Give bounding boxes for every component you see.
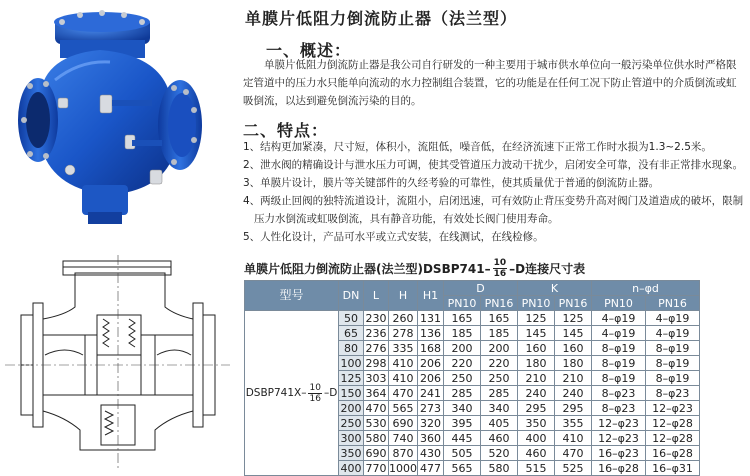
table-cell: 565	[389, 401, 418, 416]
table-cell: 460	[518, 446, 555, 461]
table-cell: 160	[555, 341, 592, 356]
table-cell: 295	[518, 401, 555, 416]
table-cell: 870	[389, 446, 418, 461]
table-cell: 8–φ23	[592, 386, 646, 401]
table-title	[244, 258, 585, 279]
table-cell: 400	[340, 461, 362, 475]
table-cell: 12–φ28	[646, 416, 700, 431]
table-cell: 12–φ23	[592, 431, 646, 446]
table-cell: 740	[389, 431, 418, 446]
table-cell: 460	[481, 431, 518, 446]
table-cell: 350	[518, 416, 555, 431]
table-cell: 165	[481, 311, 518, 326]
pressure-fraction	[493, 258, 508, 279]
table-cell: 12–φ28	[646, 431, 700, 446]
table-cell: 180	[555, 356, 592, 371]
table-cell: 200	[444, 341, 481, 356]
table-cell: 241	[418, 386, 444, 401]
table-cell: 276	[365, 341, 387, 355]
table-cell: 295	[555, 401, 592, 416]
table-cell: 131	[418, 311, 444, 326]
table-cell: 4–φ19	[592, 326, 646, 341]
table-cell: 125	[555, 311, 592, 326]
table-cell: 298	[365, 356, 387, 370]
table-cell: 8–φ23	[592, 401, 646, 416]
overview-text: 单膜片低阻力倒流防止器是我公司自行研发的一种主要用于城市供水单位向一般污染单位供水时严格限定管道中的压力水只能单向流动的水力控制组合装置，它的功能是在任何工况下防止管道中的介质倒流或虹吸倒流，以达到避免倒流污染的目的。	[243, 59, 737, 107]
table-cell: 285	[444, 386, 481, 401]
table-cell: 520	[481, 446, 518, 461]
table-cell: 200	[340, 401, 362, 415]
fraction-numerator: 10	[493, 258, 507, 268]
table-cell: 410	[555, 431, 592, 446]
table-cell: 430	[418, 446, 444, 461]
table-cell: 350	[340, 446, 362, 460]
table-cell: 168	[418, 341, 444, 356]
table-cell: 80	[339, 341, 364, 356]
table-cell: 65	[339, 326, 364, 341]
table-cell: 250	[340, 416, 362, 430]
table-cell: 690	[389, 416, 418, 431]
col-header-l: L	[364, 281, 389, 311]
table-cell: 50	[339, 311, 364, 326]
table-cell: 125	[340, 371, 362, 385]
dimension-table	[244, 280, 700, 476]
col-header-h: H	[389, 281, 418, 311]
table-cell: 100	[340, 356, 362, 370]
table-cell: 136	[418, 326, 444, 341]
table-cell: 410	[389, 356, 418, 371]
model-prefix: DSBP741X–	[245, 386, 307, 399]
table-cell: 165	[444, 311, 481, 326]
col-header-h1: H1	[418, 281, 444, 311]
table-cell: 160	[518, 341, 555, 356]
table-cell: 445	[444, 431, 481, 446]
valve-cross-section-drawing	[5, 255, 230, 470]
feature-item: 1、结构更加紧凑，尺寸短，体积小，流阻低，噪音低，在经济流速下正常工作时水损为1.3~2.5米。	[243, 141, 712, 153]
table-cell: 360	[418, 431, 444, 446]
table-cell: 477	[418, 461, 444, 476]
table-cell: 530	[365, 416, 387, 430]
table-cell: 470	[389, 386, 418, 401]
table-cell: 8–φ19	[592, 341, 646, 356]
table-cell: 220	[444, 356, 481, 371]
subheader-pn16: PN16	[481, 296, 518, 311]
table-cell: 8–φ19	[592, 371, 646, 386]
table-cell: 355	[555, 416, 592, 431]
table-cell: 340	[481, 401, 518, 416]
table-cell: 210	[555, 371, 592, 386]
table-cell: 260	[389, 311, 418, 326]
table-cell: 16–φ28	[592, 461, 646, 476]
table-cell: 210	[518, 371, 555, 386]
table-cell: 525	[555, 461, 592, 476]
table-cell: 395	[444, 416, 481, 431]
table-cell: 410	[389, 371, 418, 386]
table-cell: 240	[518, 386, 555, 401]
table-cell: 180	[518, 356, 555, 371]
table-cell: 8–φ19	[592, 356, 646, 371]
subheader-pn10: PN10	[444, 296, 481, 311]
table-cell: 250	[481, 371, 518, 386]
table-cell: 580	[481, 461, 518, 476]
model-fraction-numerator: 10	[309, 382, 321, 393]
table-cell: 300	[340, 431, 362, 445]
table-cell: 505	[444, 446, 481, 461]
table-title-suffix: –D连接尺寸表	[509, 262, 586, 276]
table-cell: 303	[365, 371, 387, 385]
col-header-n-d: n–φd	[592, 281, 700, 296]
valve-photo	[0, 0, 215, 235]
subheader-pn16: PN16	[555, 296, 592, 311]
fraction-denominator: 16	[493, 269, 507, 279]
subheader-pn10: PN10	[592, 296, 646, 311]
features-list	[243, 138, 748, 246]
table-cell: 16–φ28	[646, 446, 700, 461]
table-cell: 220	[481, 356, 518, 371]
table-cell: 145	[518, 326, 555, 341]
table-cell: 150	[340, 386, 362, 400]
table-cell: 4–φ19	[646, 326, 700, 341]
table-cell: 4–φ19	[646, 311, 700, 326]
feature-item: 3、单膜片设计，膜片等关键部件的久经考验的可靠性，使其质量优于普通的倒流防止器。	[243, 177, 660, 189]
model-cell	[245, 311, 339, 476]
table-cell: 4–φ19	[592, 311, 646, 326]
table-cell: 185	[481, 326, 518, 341]
table-cell: 8–φ19	[646, 371, 700, 386]
table-cell: 278	[389, 326, 418, 341]
section-overview-title: 一、概述：	[266, 41, 352, 60]
col-header-d: D	[444, 281, 518, 296]
table-cell: 470	[555, 446, 592, 461]
table-cell: 8–φ23	[646, 386, 700, 401]
table-cell: 515	[518, 461, 555, 476]
table-row	[245, 311, 700, 326]
model-fraction-denominator: 16	[309, 393, 321, 404]
table-cell: 12–φ23	[592, 416, 646, 431]
table-body	[245, 311, 700, 476]
col-header-k: K	[518, 281, 592, 296]
col-header-model: 型号	[245, 281, 339, 311]
page-title: 单膜片低阻力倒流防止器（法兰型）	[245, 9, 518, 28]
feature-item: 4、两级止回阀的独特流道设计，流阻小，启闭迅速，可有效防止背压变势升高对阀门及道造成的破坏，限制压力水倒流或虹吸倒流，具有静音功能，有效处长阀门使用寿命。	[243, 195, 744, 225]
table-cell: 250	[444, 371, 481, 386]
feature-item: 5、人性化设计，产品可水平或立式安装，在线测试，在线检修。	[243, 231, 544, 243]
table-cell: 285	[481, 386, 518, 401]
model-fraction	[308, 383, 321, 404]
col-header-dn: DN	[339, 281, 364, 311]
table-cell: 320	[418, 416, 444, 431]
table-cell: 12–φ23	[646, 401, 700, 416]
table-cell: 364	[365, 386, 387, 400]
table-cell: 125	[518, 311, 555, 326]
model-suffix: –D	[323, 386, 338, 399]
table-cell: 16–φ31	[646, 461, 700, 476]
table-cell: 470	[365, 401, 387, 415]
table-cell: 273	[418, 401, 444, 416]
table-cell: 580	[365, 431, 387, 445]
table-cell: 200	[481, 341, 518, 356]
table-cell: 236	[365, 326, 387, 340]
table-cell: 405	[481, 416, 518, 431]
table-cell: 16–φ23	[592, 446, 646, 461]
table-cell: 206	[418, 356, 444, 371]
feature-item: 2、泄水阀的精确设计与泄水压力可调，使其受管道压力波动干扰少，启闭安全可靠，没有非正常排水现象。	[243, 159, 744, 171]
table-cell: 565	[444, 461, 481, 476]
section-features-title: 二、特点：	[243, 121, 329, 140]
table-cell: 240	[555, 386, 592, 401]
table-cell: 8–φ19	[646, 356, 700, 371]
subheader-pn16: PN16	[646, 296, 700, 311]
table-cell: 145	[555, 326, 592, 341]
table-cell: 8–φ19	[646, 341, 700, 356]
table-cell: 185	[444, 326, 481, 341]
table-cell: 690	[365, 446, 387, 460]
table-cell: 340	[444, 401, 481, 416]
table-cell: 770	[365, 461, 387, 475]
table-title-prefix: 单膜片低阻力倒流防止器(法兰型)DSBP741–	[244, 262, 491, 276]
table-cell: 1000	[389, 461, 417, 475]
table-cell: 400	[518, 431, 555, 446]
table-cell: 230	[365, 311, 387, 325]
subheader-pn10: PN10	[518, 296, 555, 311]
table-cell: 335	[389, 341, 418, 356]
table-cell: 206	[418, 371, 444, 386]
